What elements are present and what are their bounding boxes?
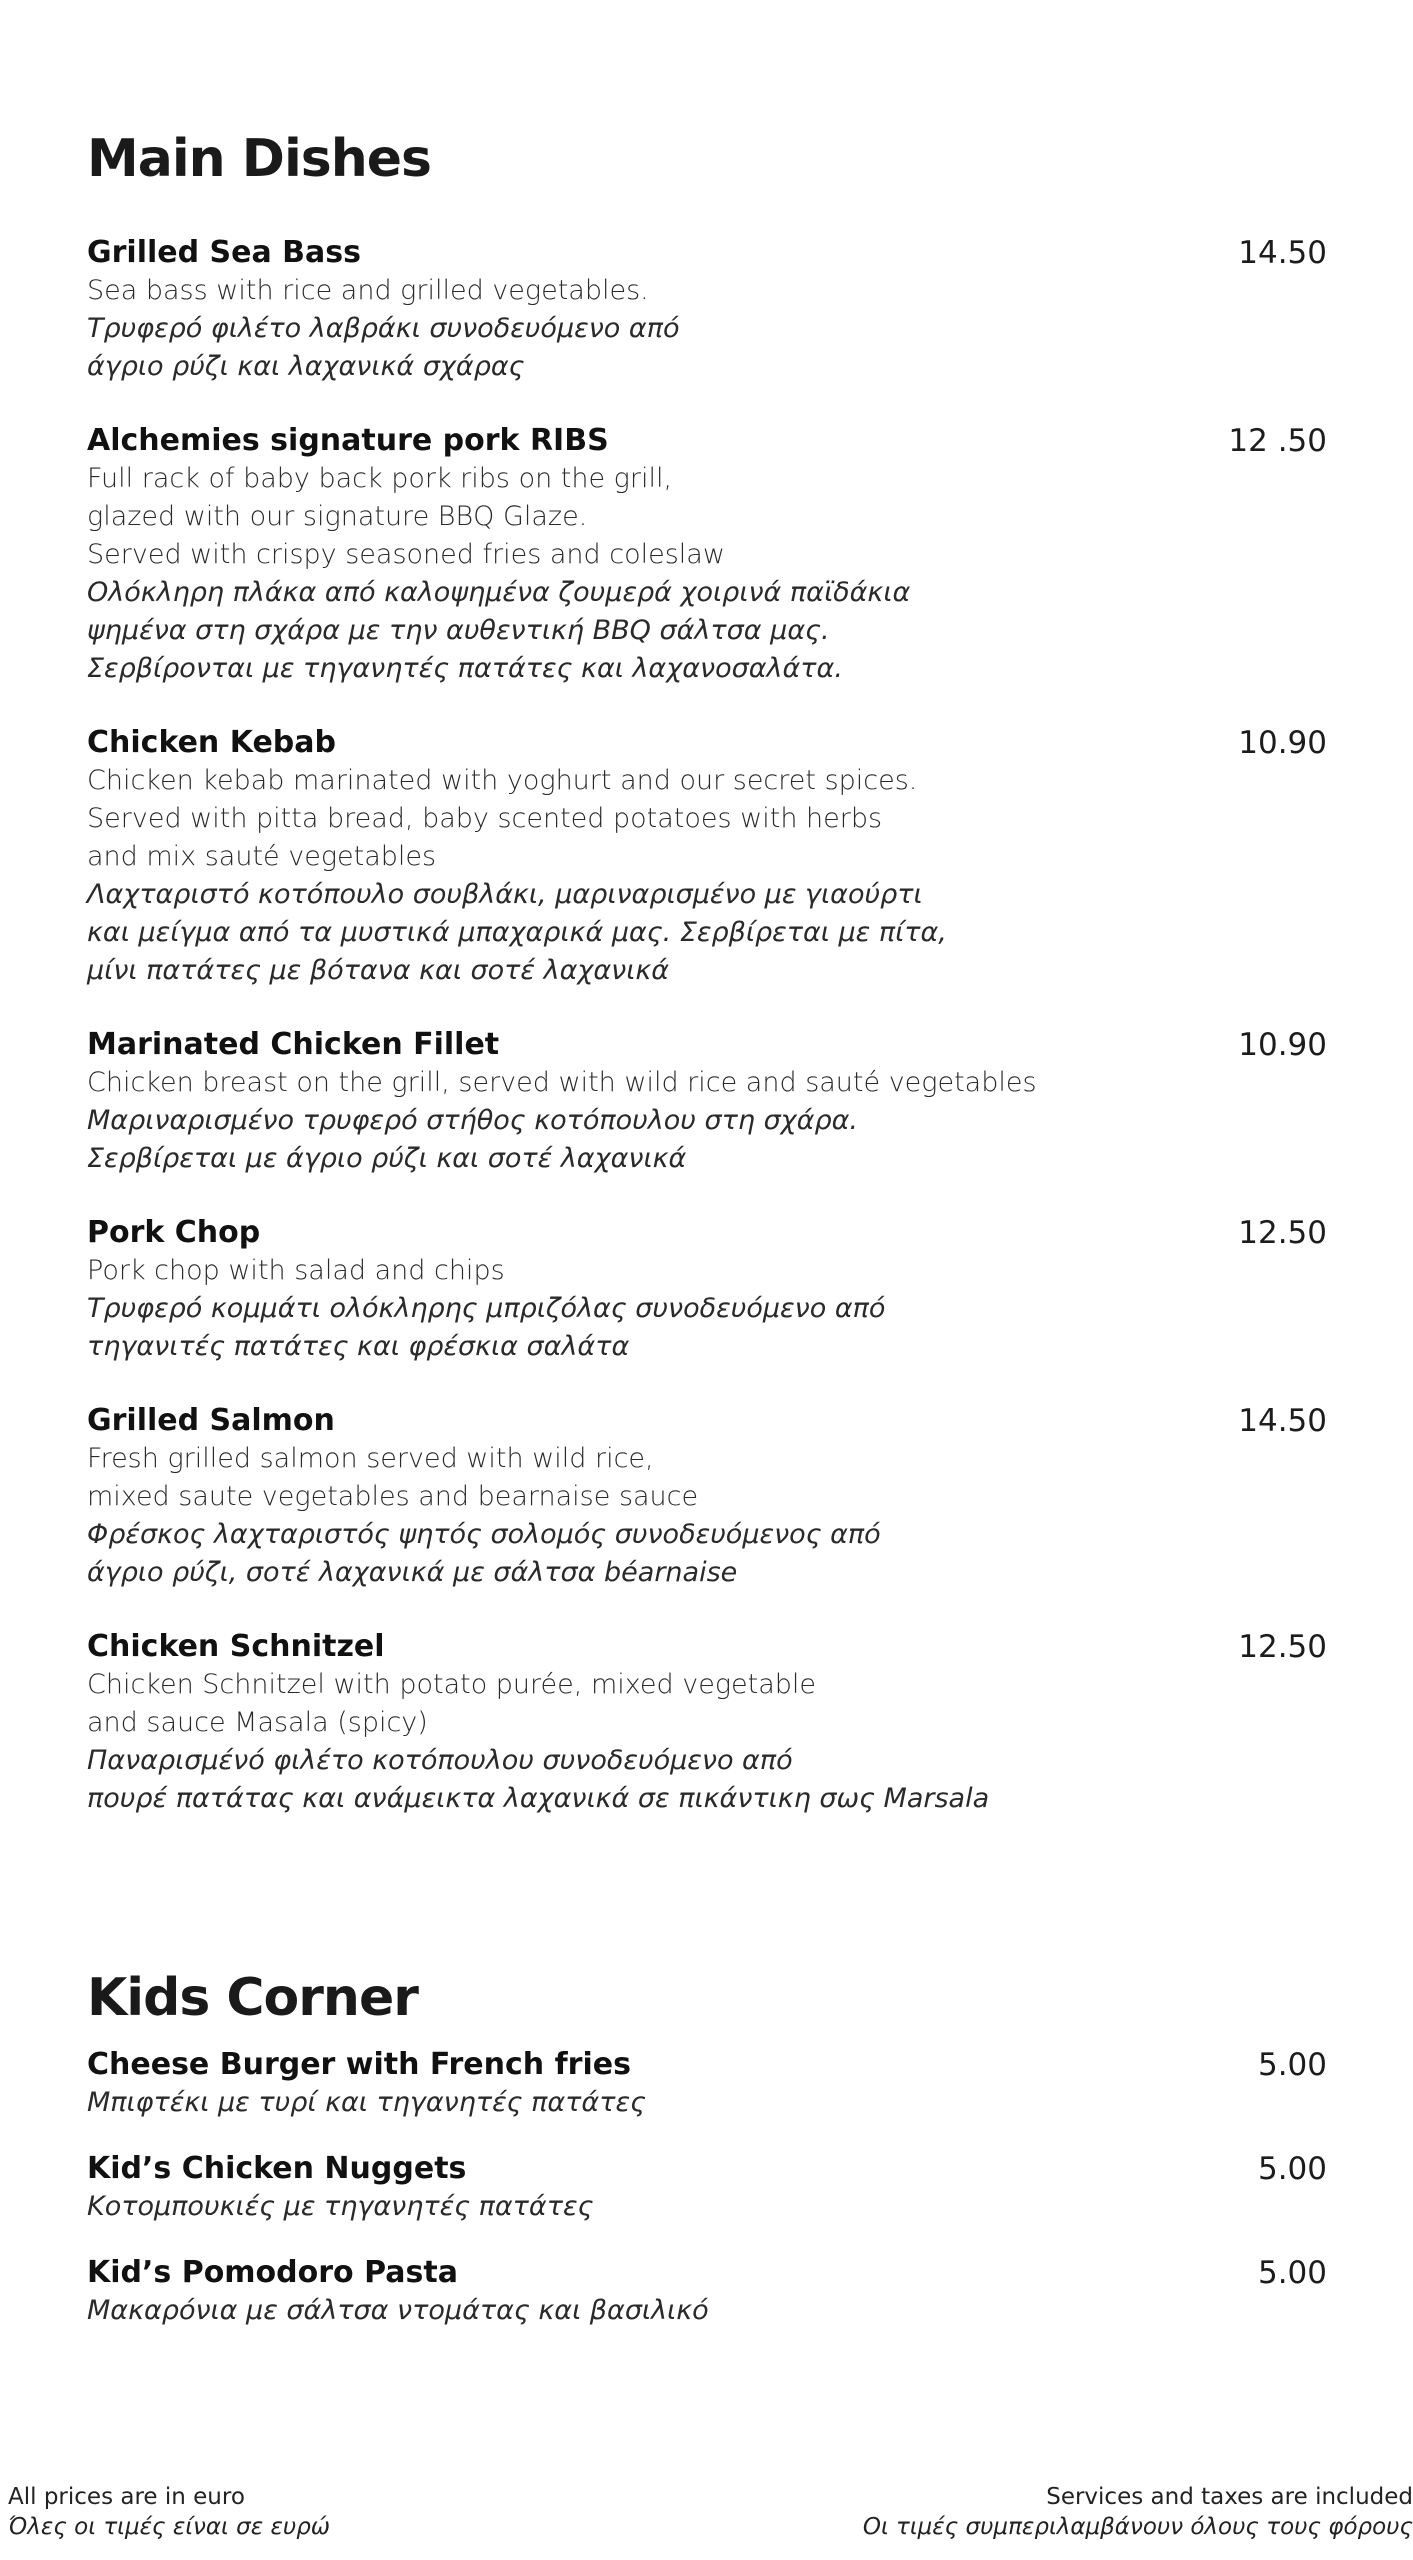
- menu-item: [87, 2150, 1327, 2226]
- menu-item-description-en: Chicken kebab marinated with yoghurt and our secret spices.: [87, 765, 918, 796]
- menu-item-header: [87, 2046, 1327, 2084]
- menu-item-price: 5.00: [1257, 2255, 1327, 2291]
- menu-item-header: [87, 1026, 1327, 1064]
- menu-item-description-en: Chicken Schnitzel with potato purée, mixed vegetable: [87, 1669, 817, 1700]
- footer-currency-en: All prices are in euro: [8, 2484, 245, 2510]
- menu-item: [87, 234, 1327, 386]
- menu-item-description-en: Fresh grilled salmon served with wild rice,: [87, 1443, 654, 1474]
- menu-item-price: 14.50: [1238, 235, 1327, 271]
- menu-item-name: Chicken Schnitzel: [87, 1629, 385, 1664]
- menu-item-name: Pork Chop: [87, 1215, 261, 1250]
- menu-item-price: 10.90: [1238, 1027, 1327, 1063]
- menu-item-description-gr: Μαριναρισμένο τρυφερό στήθος κοτόπουλου στη σχάρα.: [87, 1105, 858, 1136]
- menu-item-header: [87, 1628, 1327, 1666]
- main-dishes-title: Main Dishes: [87, 129, 431, 189]
- menu-item-header: [87, 724, 1327, 762]
- menu-item-description-gr: Φρέσκος λαχταριστός ψητός σολομός συνοδευόμενος από: [87, 1519, 881, 1550]
- menu-page: [87, 0, 1327, 2560]
- menu-item-description-gr: Σερβίρεται με άγριο ρύζι και σοτέ λαχανικά: [87, 1143, 687, 1174]
- menu-item-description-en: Sea bass with rice and grilled vegetables.: [87, 275, 649, 306]
- menu-item-price: 5.00: [1257, 2151, 1327, 2187]
- menu-item: [87, 1628, 1327, 1818]
- menu-item-price: 10.90: [1238, 725, 1327, 761]
- menu-item-description-gr: Παναρισμένό φιλέτο κοτόπουλου συνοδευόμενο από: [87, 1745, 793, 1776]
- menu-item-description-gr: πουρέ πατάτας και ανάμεικτα λαχανικά σε πικάντικη σως Marsala: [87, 1783, 990, 1814]
- menu-item-price: 5.00: [1257, 2047, 1327, 2083]
- menu-item-description-gr: τηγανιτές πατάτες και φρέσκια σαλάτα: [87, 1331, 630, 1362]
- menu-item-description-en: and mix sauté vegetables: [87, 841, 437, 872]
- menu-item-description-en: and sauce Masala (spicy): [87, 1707, 428, 1738]
- menu-item-description-en: glazed with our signature BBQ Glaze.: [87, 501, 588, 532]
- menu-item-description-gr: Τρυφερό κομμάτι ολόκληρης μπριζόλας συνοδευόμενο από: [87, 1293, 886, 1324]
- menu-item-header: [87, 234, 1327, 272]
- menu-item-header: [87, 422, 1327, 460]
- menu-item-description-en: Served with pitta bread, baby scented potatoes with herbs: [87, 803, 883, 834]
- menu-item-description-en: Chicken breast on the grill, served with wild rice and sauté vegetables: [87, 1067, 1037, 1098]
- menu-item-name: Kid’s Pomodoro Pasta: [87, 2255, 458, 2290]
- footer-taxes-note: [863, 2482, 1413, 2542]
- menu-item-description-gr: ψημένα στη σχάρα με την αυθεντική BBQ σάλτσα μας.: [87, 615, 830, 646]
- menu-item: [87, 1214, 1327, 1366]
- menu-item-description-gr: μίνι πατάτες με βότανα και σοτέ λαχανικά: [87, 955, 670, 986]
- menu-item-header: [87, 2254, 1327, 2292]
- menu-item-price: 12.50: [1238, 1629, 1327, 1665]
- menu-item-description-gr: Τρυφερό φιλέτο λαβράκι συνοδευόμενο από: [87, 313, 680, 344]
- kids-corner-title: Kids Corner: [87, 1968, 418, 2028]
- menu-item-name: Cheese Burger with French fries: [87, 2047, 631, 2082]
- menu-item-price: 12 .50: [1228, 423, 1327, 459]
- menu-item-price: 12.50: [1238, 1215, 1327, 1251]
- menu-item: [87, 2046, 1327, 2122]
- menu-item: [87, 422, 1327, 688]
- menu-item: [87, 1026, 1327, 1178]
- menu-item-name: Grilled Salmon: [87, 1403, 335, 1438]
- footer-currency-gr: Όλες οι τιμές είναι σε ευρώ: [8, 2514, 331, 2540]
- menu-item-name: Grilled Sea Bass: [87, 235, 361, 270]
- menu-item-header: [87, 2150, 1327, 2188]
- footer-currency-note: [8, 2482, 330, 2542]
- menu-item: [87, 724, 1327, 990]
- menu-item-header: [87, 1402, 1327, 1440]
- menu-item-description-en: Full rack of baby back pork ribs on the grill,: [87, 463, 673, 494]
- menu-item-name: Kid’s Chicken Nuggets: [87, 2151, 467, 2186]
- menu-item-description-gr: Λαχταριστό κοτόπουλο σουβλάκι, μαριναρισμένο με γιαούρτι: [87, 879, 923, 910]
- menu-item-description-gr: Μπιφτέκι με τυρί και τηγανητές πατάτες: [87, 2087, 646, 2118]
- menu-item-description-en: mixed saute vegetables and bearnaise sauce: [87, 1481, 699, 1512]
- menu-item-description-gr: άγριο ρύζι, σοτέ λαχανικά με σάλτσα béarnaise: [87, 1557, 738, 1588]
- menu-item-description-gr: Μακαρόνια με σάλτσα ντομάτας και βασιλικό: [87, 2295, 709, 2326]
- menu-item: [87, 1402, 1327, 1592]
- menu-item-name: Marinated Chicken Fillet: [87, 1027, 500, 1062]
- menu-item-description-gr: Ολόκληρη πλάκα από καλοψημένα ζουμερά χοιρινά παϊδάκια: [87, 577, 911, 608]
- menu-item-description-gr: Σερβίρονται με τηγανητές πατάτες και λαχανοσαλάτα.: [87, 653, 843, 684]
- footer-taxes-en: Services and taxes are included: [1046, 2484, 1413, 2510]
- menu-item-price: 14.50: [1238, 1403, 1327, 1439]
- menu-item-name: Chicken Kebab: [87, 725, 336, 760]
- menu-item-description-gr: και μείγμα από τα μυστικά μπαχαρικά μας. Σερβίρεται με πίτα,: [87, 917, 947, 948]
- menu-item: [87, 2254, 1327, 2330]
- menu-item-description-gr: άγριο ρύζι και λαχανικά σχάρας: [87, 351, 525, 382]
- footer-taxes-gr: Οι τιμές συμπεριλαμβάνουν όλους τους φόρους: [862, 2514, 1413, 2540]
- menu-item-header: [87, 1214, 1327, 1252]
- menu-item-description-en: Pork chop with salad and chips: [87, 1255, 505, 1286]
- menu-item-description-gr: Κοτομπουκιές με τηγανητές πατάτες: [87, 2191, 594, 2222]
- menu-item-name: Alchemies signature pork RIBS: [87, 423, 609, 458]
- menu-item-description-en: Served with crispy seasoned fries and coleslaw: [87, 539, 725, 570]
